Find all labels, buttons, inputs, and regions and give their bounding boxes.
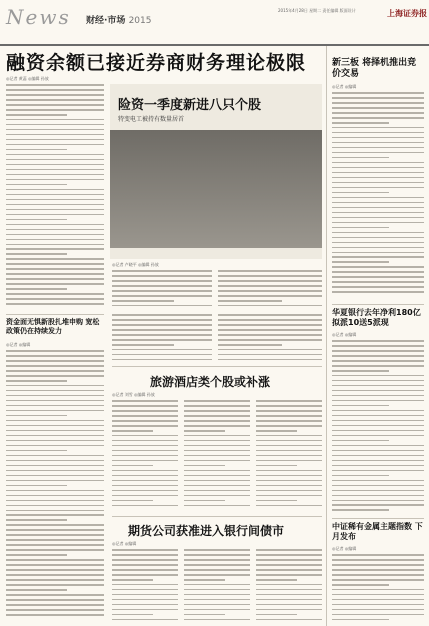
main-byline: ◎记者 黄蕊 ◎编辑 孙放 <box>6 76 49 81</box>
right-mid-byline: ◎记者 ◎编辑 <box>332 332 357 337</box>
main-article-col-1 <box>6 84 104 310</box>
feature-text-2 <box>218 270 322 310</box>
feature-byline: ◎记者 卢晓平 ◎编辑 孙放 <box>112 262 159 267</box>
right-bottom-text <box>332 554 424 624</box>
right-top-byline: ◎记者 ◎编辑 <box>332 84 357 89</box>
paper-name: 上海证券报 <box>387 8 427 18</box>
feature-title: 险资一季度新进八只个股 <box>118 98 262 113</box>
left-lower-byline: ◎记者 ◎编辑 <box>6 342 31 347</box>
right-top-text <box>332 92 424 300</box>
left-lower-text <box>6 350 104 624</box>
page-label: 2015 <box>128 16 152 26</box>
right-column-divider <box>326 46 327 626</box>
right-column <box>332 48 424 626</box>
trust-text-3 <box>256 549 322 623</box>
right-mid-text <box>332 340 424 514</box>
left-lower-rule <box>6 314 104 315</box>
trust-rule <box>112 516 322 517</box>
mid-text-2 <box>218 314 322 364</box>
tourism-text-2 <box>184 400 250 510</box>
trust-title: 期货公司获准进入银行间债市 <box>128 524 285 538</box>
trust-text-1 <box>112 549 178 623</box>
feature-text-1 <box>112 270 212 310</box>
mid-text-1 <box>112 314 212 364</box>
tourism-byline: ◎记者 刘雪 ◎编辑 孙放 <box>112 392 155 397</box>
tourism-title: 旅游酒店类个股或补涨 <box>150 375 271 389</box>
feature-box <box>110 84 322 259</box>
feature-subtitle: 特变电工被持有数量居首 <box>118 116 185 123</box>
news-label: News <box>6 5 71 29</box>
right-mid-rule <box>332 304 424 305</box>
right-mid-title: 华夏银行去年净利180亿 拟派10送5派现 <box>332 308 421 327</box>
right-bottom-byline: ◎记者 ◎编辑 <box>332 546 357 551</box>
feature-photo <box>110 130 322 248</box>
right-top-title: 新三板 将择机推出竞价交易 <box>332 58 417 79</box>
section-label <box>86 13 151 26</box>
right-bottom-title: 中证稀有金属主题指数 下月发布 <box>332 522 423 541</box>
trust-text-2 <box>184 549 250 623</box>
section-name: 财经·市场 <box>86 16 126 26</box>
masthead <box>0 0 429 46</box>
trust-byline: ◎记者 ◎编辑 <box>112 541 137 546</box>
tourism-text-3 <box>256 400 322 510</box>
right-bottom-rule <box>332 518 424 519</box>
left-lower-title: 资金面无惧新股扎堆申购 宽松政策仍在持续发力 <box>6 318 100 335</box>
masthead-info: 2015年4月28日 星期二 责任编辑 版面设计 <box>278 8 356 13</box>
tourism-rule <box>112 366 322 367</box>
main-headline: 融资余额已接近券商财务理论极限 <box>6 52 307 74</box>
tourism-text-1 <box>112 400 178 510</box>
